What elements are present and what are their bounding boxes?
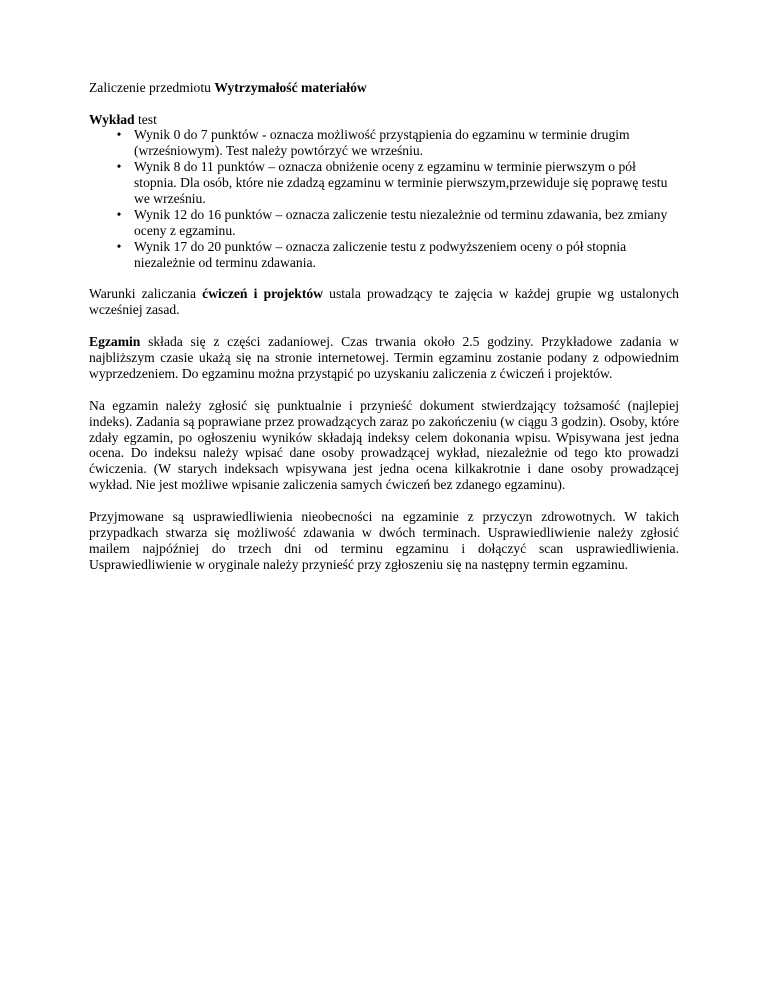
exercises-suffix: ustala prowadzący te zajęcia w każdej grupie wg ustalonych wcześniej zasad. bbox=[89, 286, 679, 318]
bullet-icon bbox=[113, 239, 125, 255]
lecture-heading-suffix: test bbox=[134, 111, 157, 127]
subject-name: Wytrzymałość materiałów bbox=[214, 80, 367, 95]
excuses-paragraph: Przyjmowane są usprawiedliwienia nieobecności na egzaminie z przyczyn zdrowotnych. W takich przypadkach stwarza się możliwość zdawania w dwóch terminach. Usprawiedliwienie należy zgłosić mailem najpóźniej do trzech dni od terminu egzaminu i dołączyć scan usprawiedliwienia. Usprawiedliwienie w oryginale należy przynieść przy zgłoszeniu się na następny termin egzaminu. bbox=[89, 509, 679, 572]
list-item bbox=[89, 159, 679, 207]
list-item bbox=[89, 207, 679, 239]
bullet-icon bbox=[113, 207, 125, 223]
list-item-text: Wynik 8 do 11 punktów – oznacza obniżenie oceny z egzaminu w terminie pierwszym o pół stopnia. Dla osób, które nie zdadzą egzaminu w terminie pierwszym,przewiduje się poprawę testu we wrześniu. bbox=[134, 159, 668, 207]
document-page bbox=[89, 80, 679, 589]
exercises-prefix: Warunki zaliczania bbox=[89, 286, 203, 302]
exam-paragraph bbox=[89, 334, 679, 382]
exam-text: składa się z części zadaniowej. Czas trwania około 2.5 godziny. Przykładowe zadania w najbliższym czasie ukażą się na stronie internetowej. Termin egzaminu zostanie podany z odpowiednim wyprzedzeniem. Do egzaminu można przystąpić po uzyskaniu zaliczenia z ćwiczeń i projektów. bbox=[89, 334, 679, 381]
exam-bold: Egzamin bbox=[89, 334, 141, 350]
bullet-icon bbox=[113, 159, 125, 175]
list-item-text: Wynik 17 do 20 punktów – oznacza zaliczenie testu z podwyższeniem oceny o pół stopnia niezależnie od terminu zdawania. bbox=[134, 238, 627, 270]
list-item bbox=[89, 239, 679, 271]
lecture-heading-bold: Wykład bbox=[89, 111, 135, 127]
document-title bbox=[89, 80, 679, 96]
lecture-heading bbox=[89, 112, 679, 128]
list-item-text: Wynik 12 do 16 punktów – oznacza zaliczenie testu niezależnie od terminu zdawania, bez zmiany oceny z egzaminu. bbox=[134, 206, 668, 238]
exercises-bold: ćwiczeń i projektów bbox=[202, 286, 323, 302]
title-prefix: Zaliczenie przedmiotu bbox=[89, 80, 215, 95]
list-item bbox=[89, 127, 679, 159]
attendance-paragraph: Na egzamin należy zgłosić się punktualnie i przynieść dokument stwierdzający tożsamość (najlepiej indeks). Zadania są poprawiane przez prowadzących zaraz po zakończeniu (w ciągu 3 godzin). Osoby, które zdały egzamin, po ogłoszeniu wyników składają indeksy celem dokonania wpisu. Wpisywana jest jedna ocena. Do indeksu należy wpisać dane osoby prowadzącej wykład, niezależnie od tego kto prowadzi ćwiczenia. (W starych indeksach wpisywana jest jedna ocena kilkakrotnie i dane osoby prowadzącej wykład. Nie jest możliwe wpisanie zaliczenia samych ćwiczeń bez zdanego egzaminu). bbox=[89, 397, 679, 493]
exercises-paragraph bbox=[89, 286, 679, 318]
lecture-score-list bbox=[89, 127, 679, 270]
bullet-icon bbox=[113, 127, 125, 143]
list-item-text: Wynik 0 do 7 punktów - oznacza możliwość przystąpienia do egzaminu w terminie drugim (wrześniowym). Test należy powtórzyć we wrześniu. bbox=[134, 127, 630, 159]
